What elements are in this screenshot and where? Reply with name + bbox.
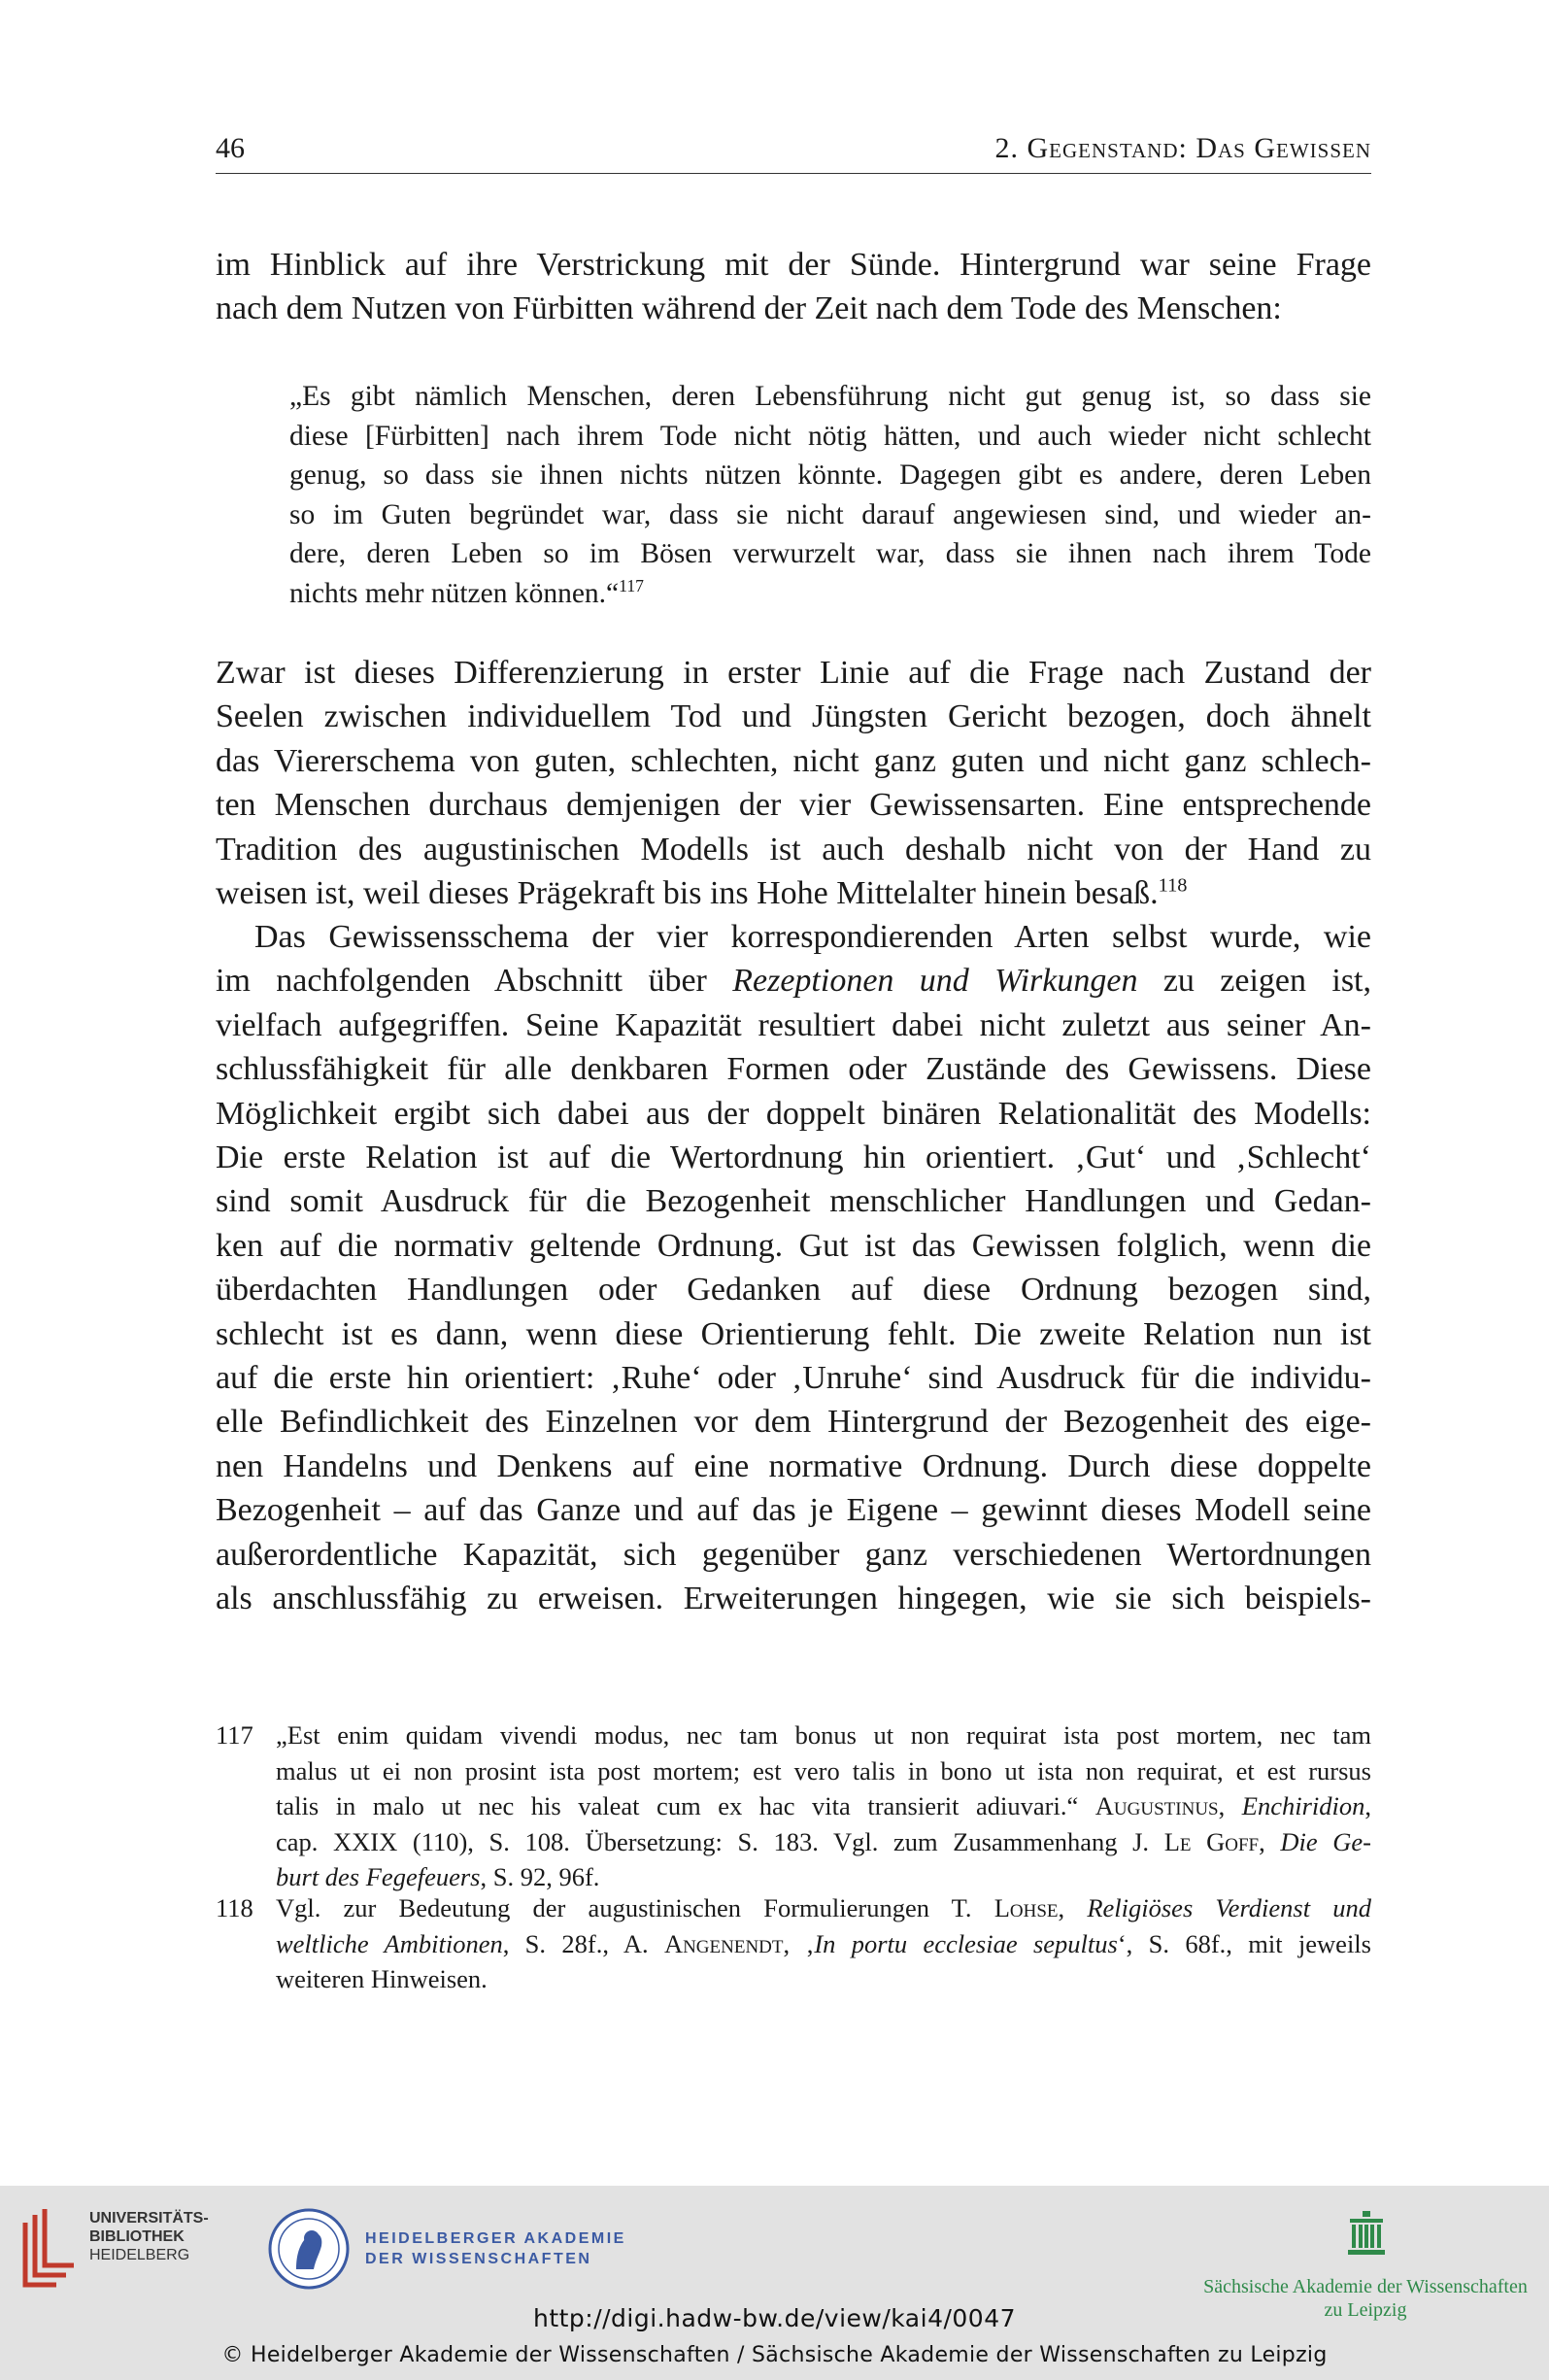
text-line: schlecht ist es dann, wenn diese Orientierung fehlt. Die zweite Relation nun ist <box>216 1315 1371 1352</box>
text-line: im Hinblick auf ihre Verstrickung mit der Sünde. Hintergrund war seine Frage <box>216 247 1371 283</box>
quote-text: nichts mehr nützen können.“ <box>289 577 620 609</box>
copyright-notice: © Heidelberger Akademie der Wissenschaften / Sächsische Akademie der Wissenschaften zu Leipzig <box>221 2343 1328 2367</box>
footnote-line <box>276 1926 1371 1962</box>
author-name: Le Goff <box>1163 1826 1260 1856</box>
line-text: , S. 28f., A. <box>502 1928 664 1958</box>
permalink-url[interactable]: http://digi.hadw-bw.de/view/kai4/0047 <box>532 2304 1017 2332</box>
academy-seal-icon <box>267 2207 351 2291</box>
text-line: ken auf die normativ geltende Ordnung. Gut ist das Gewissen folglich, wenn die <box>216 1227 1371 1264</box>
work-title: Die Ge- <box>1280 1826 1371 1856</box>
work-title: burt des Fegefeuers <box>276 1862 481 1891</box>
work-title: In portu ecclesiae sepultus <box>814 1928 1118 1958</box>
university-library-name <box>89 2209 209 2264</box>
digitization-footer <box>0 2186 1549 2380</box>
heidelberg-academy-name <box>365 2228 626 2269</box>
saxon-academy-logo-icon <box>1348 2211 1385 2256</box>
footnote-number: 118 <box>216 1893 253 1922</box>
paragraph-1 <box>216 651 1371 915</box>
footnote-line: weiteren Hinweisen. <box>276 1964 488 1993</box>
paragraph-2 <box>216 915 1371 1621</box>
author-name: Angenendt <box>663 1928 784 1958</box>
emphasis: Rezeptionen und Wirkungen <box>732 963 1138 1000</box>
text-line: Möglichkeit ergibt sich dabei aus der doppelt binären Relationalität des Modells: <box>216 1095 1371 1132</box>
block-quote <box>289 377 1371 613</box>
text-line <box>216 959 1371 1003</box>
intro-paragraph <box>216 243 1371 331</box>
line-text: talis in malo ut nec his valeat cum ex hac vita transierit adiuvari.“ <box>276 1791 1095 1820</box>
author-name: Augustinus <box>1094 1791 1219 1820</box>
text-line: das Viererschema von guten, schlechten, nicht ganz guten und nicht ganz schlech- <box>216 742 1371 779</box>
quote-line: diese [Fürbitten] nach ihrem Tode nicht nötig hätten, und auch wieder nicht schlecht <box>289 420 1371 452</box>
quote-line: „Es gibt nämlich Menschen, deren Lebensführung nicht gut genug ist, so dass sie <box>289 381 1371 412</box>
ub-name-line: UNIVERSITÄTS- <box>89 2210 209 2227</box>
text-line: Seelen zwischen individuellem Tod und Jüngsten Gericht bezogen, doch ähnelt <box>216 698 1371 735</box>
line-text: , <box>1259 1826 1281 1856</box>
text-line: überdachten Handlungen oder Gedanken auf diese Ordnung bezogen sind, <box>216 1272 1371 1309</box>
footnote-line <box>276 1788 1371 1824</box>
text-line: elle Befindlichkeit des Einzelnen vor dem Hintergrund der Bezogenheit des eige- <box>216 1404 1371 1441</box>
footnote-line <box>276 1890 1371 1926</box>
ub-name-line: HEIDELBERG <box>89 2247 190 2263</box>
line-text: , <box>1218 1791 1242 1820</box>
line-text: im nachfolgenden Abschnitt über <box>216 963 733 1000</box>
footnote-line: malus ut ei non prosint ista post mortem; est vero talis in bono ut ista non requirat, et est rursus <box>276 1755 1371 1785</box>
footnote-line: „Est enim quidam vivendi modus, nec tam bonus ut non requirat ista post mortem, nec tam <box>276 1720 1371 1750</box>
line-text: , ‚ <box>783 1928 815 1958</box>
text-line: vielfach aufgegriffen. Seine Kapazität resultiert dabei nicht zuletzt aus seiner An- <box>216 1006 1371 1043</box>
quote-line <box>289 574 1371 614</box>
text-line: als anschlussfähig zu erweisen. Erweiterungen hingegen, wie sie sich beispiels- <box>216 1581 1371 1617</box>
quote-line: so im Guten begründet war, dass sie nicht darauf angewiesen sind, und wieder an- <box>289 498 1371 530</box>
text-line: außerordentliche Kapazität, sich gegenüber ganz verschiedenen Wertordnungen <box>216 1536 1371 1573</box>
text-line: auf die erste hin orientiert: ‚Ruhe‘ oder ‚Unruhe‘ sind Ausdruck für die individu- <box>216 1360 1371 1397</box>
ub-name-line: BIBLIOTHEK <box>89 2228 185 2245</box>
line-text: Vgl. zur Bedeutung der augustinischen Formulierungen T. <box>276 1893 994 1922</box>
line-text: zu zeigen ist, <box>1137 963 1372 1000</box>
line-text: , <box>1058 1893 1088 1922</box>
text-line: nen Handelns und Denkens auf eine normative Ordnung. Durch diese doppelte <box>216 1447 1371 1484</box>
line-text: ‘, S. 68f., mit jeweils <box>1117 1928 1371 1958</box>
running-header <box>216 124 1371 174</box>
quote-line: dere, deren Leben so im Bösen verwurzelt war, dass sie ihnen nach ihrem Tode <box>289 538 1371 569</box>
text-line: Die erste Relation ist auf die Wertordnung hin orientiert. ‚Gut‘ und ‚Schlecht‘ <box>216 1139 1371 1176</box>
footnote-number: 117 <box>216 1720 253 1750</box>
text-line: schlussfähigkeit für alle denkbaren Formen oder Zustände des Gewissens. Diese <box>216 1051 1371 1088</box>
text-line: sind somit Ausdruck für die Bezogenheit menschlicher Handlungen und Gedan- <box>216 1183 1371 1220</box>
page-number: 46 <box>216 132 245 164</box>
text-line: Bezogenheit – auf das Ganze und auf das je Eigene – gewinnt dieses Modell seine <box>216 1492 1371 1529</box>
footnote-ref-117[interactable]: 117 <box>619 575 645 595</box>
text-line: ten Menschen durchaus demjenigen der vier Gewissensarten. Eine entsprechende <box>216 787 1371 824</box>
work-title: weltliche Ambitionen <box>276 1928 503 1958</box>
line-text: , S. 92, 96f. <box>480 1862 600 1891</box>
text-line <box>216 871 1371 915</box>
footnote-body <box>276 1890 1371 1997</box>
saw-name-line: Sächsische Akademie der Wissenschaften <box>1203 2276 1528 2297</box>
hadw-name-line: HEIDELBERGER AKADEMIE <box>365 2230 626 2247</box>
saw-name-line: zu Leipzig <box>1324 2299 1407 2321</box>
footnote-ref-118[interactable]: 118 <box>1158 874 1188 897</box>
text-line: Tradition des augustinischen Modells ist auch deshalb nicht von der Hand zu <box>216 831 1371 867</box>
text-line: Zwar ist dieses Differenzierung in erster Linie auf die Frage nach Zustand der <box>216 655 1371 691</box>
running-title: 2. Gegenstand: Das Gewissen <box>994 132 1371 164</box>
text-line: nach dem Nutzen von Fürbitten während der Zeit nach dem Tode des Menschen: <box>216 290 1282 327</box>
work-title: Enchiridion <box>1241 1791 1365 1820</box>
footnote-line <box>276 1824 1371 1860</box>
quote-line: genug, so dass sie ihnen nichts nützen könnte. Dagegen gibt es andere, deren Leben <box>289 459 1371 491</box>
author-name: Lohse <box>993 1893 1059 1922</box>
university-library-logo-icon <box>17 2205 78 2293</box>
footnote-body <box>276 1717 1371 1895</box>
text-line: Das Gewissensschema der vier korrespondierenden Arten selbst wurde, wie <box>254 919 1371 955</box>
line-text: , <box>1364 1791 1371 1820</box>
line-text: cap. XXIX (110), S. 108. Übersetzung: S. 183. Vgl. zum Zusammenhang J. <box>276 1826 1164 1856</box>
hadw-name-line: DER WISSENSCHAFTEN <box>365 2251 592 2267</box>
line-text: weisen ist, weil dieses Prägekraft bis ins Hohe Mittelalter hinein besaß. <box>216 875 1159 912</box>
work-title: Religiöses Verdienst und <box>1087 1893 1371 1922</box>
